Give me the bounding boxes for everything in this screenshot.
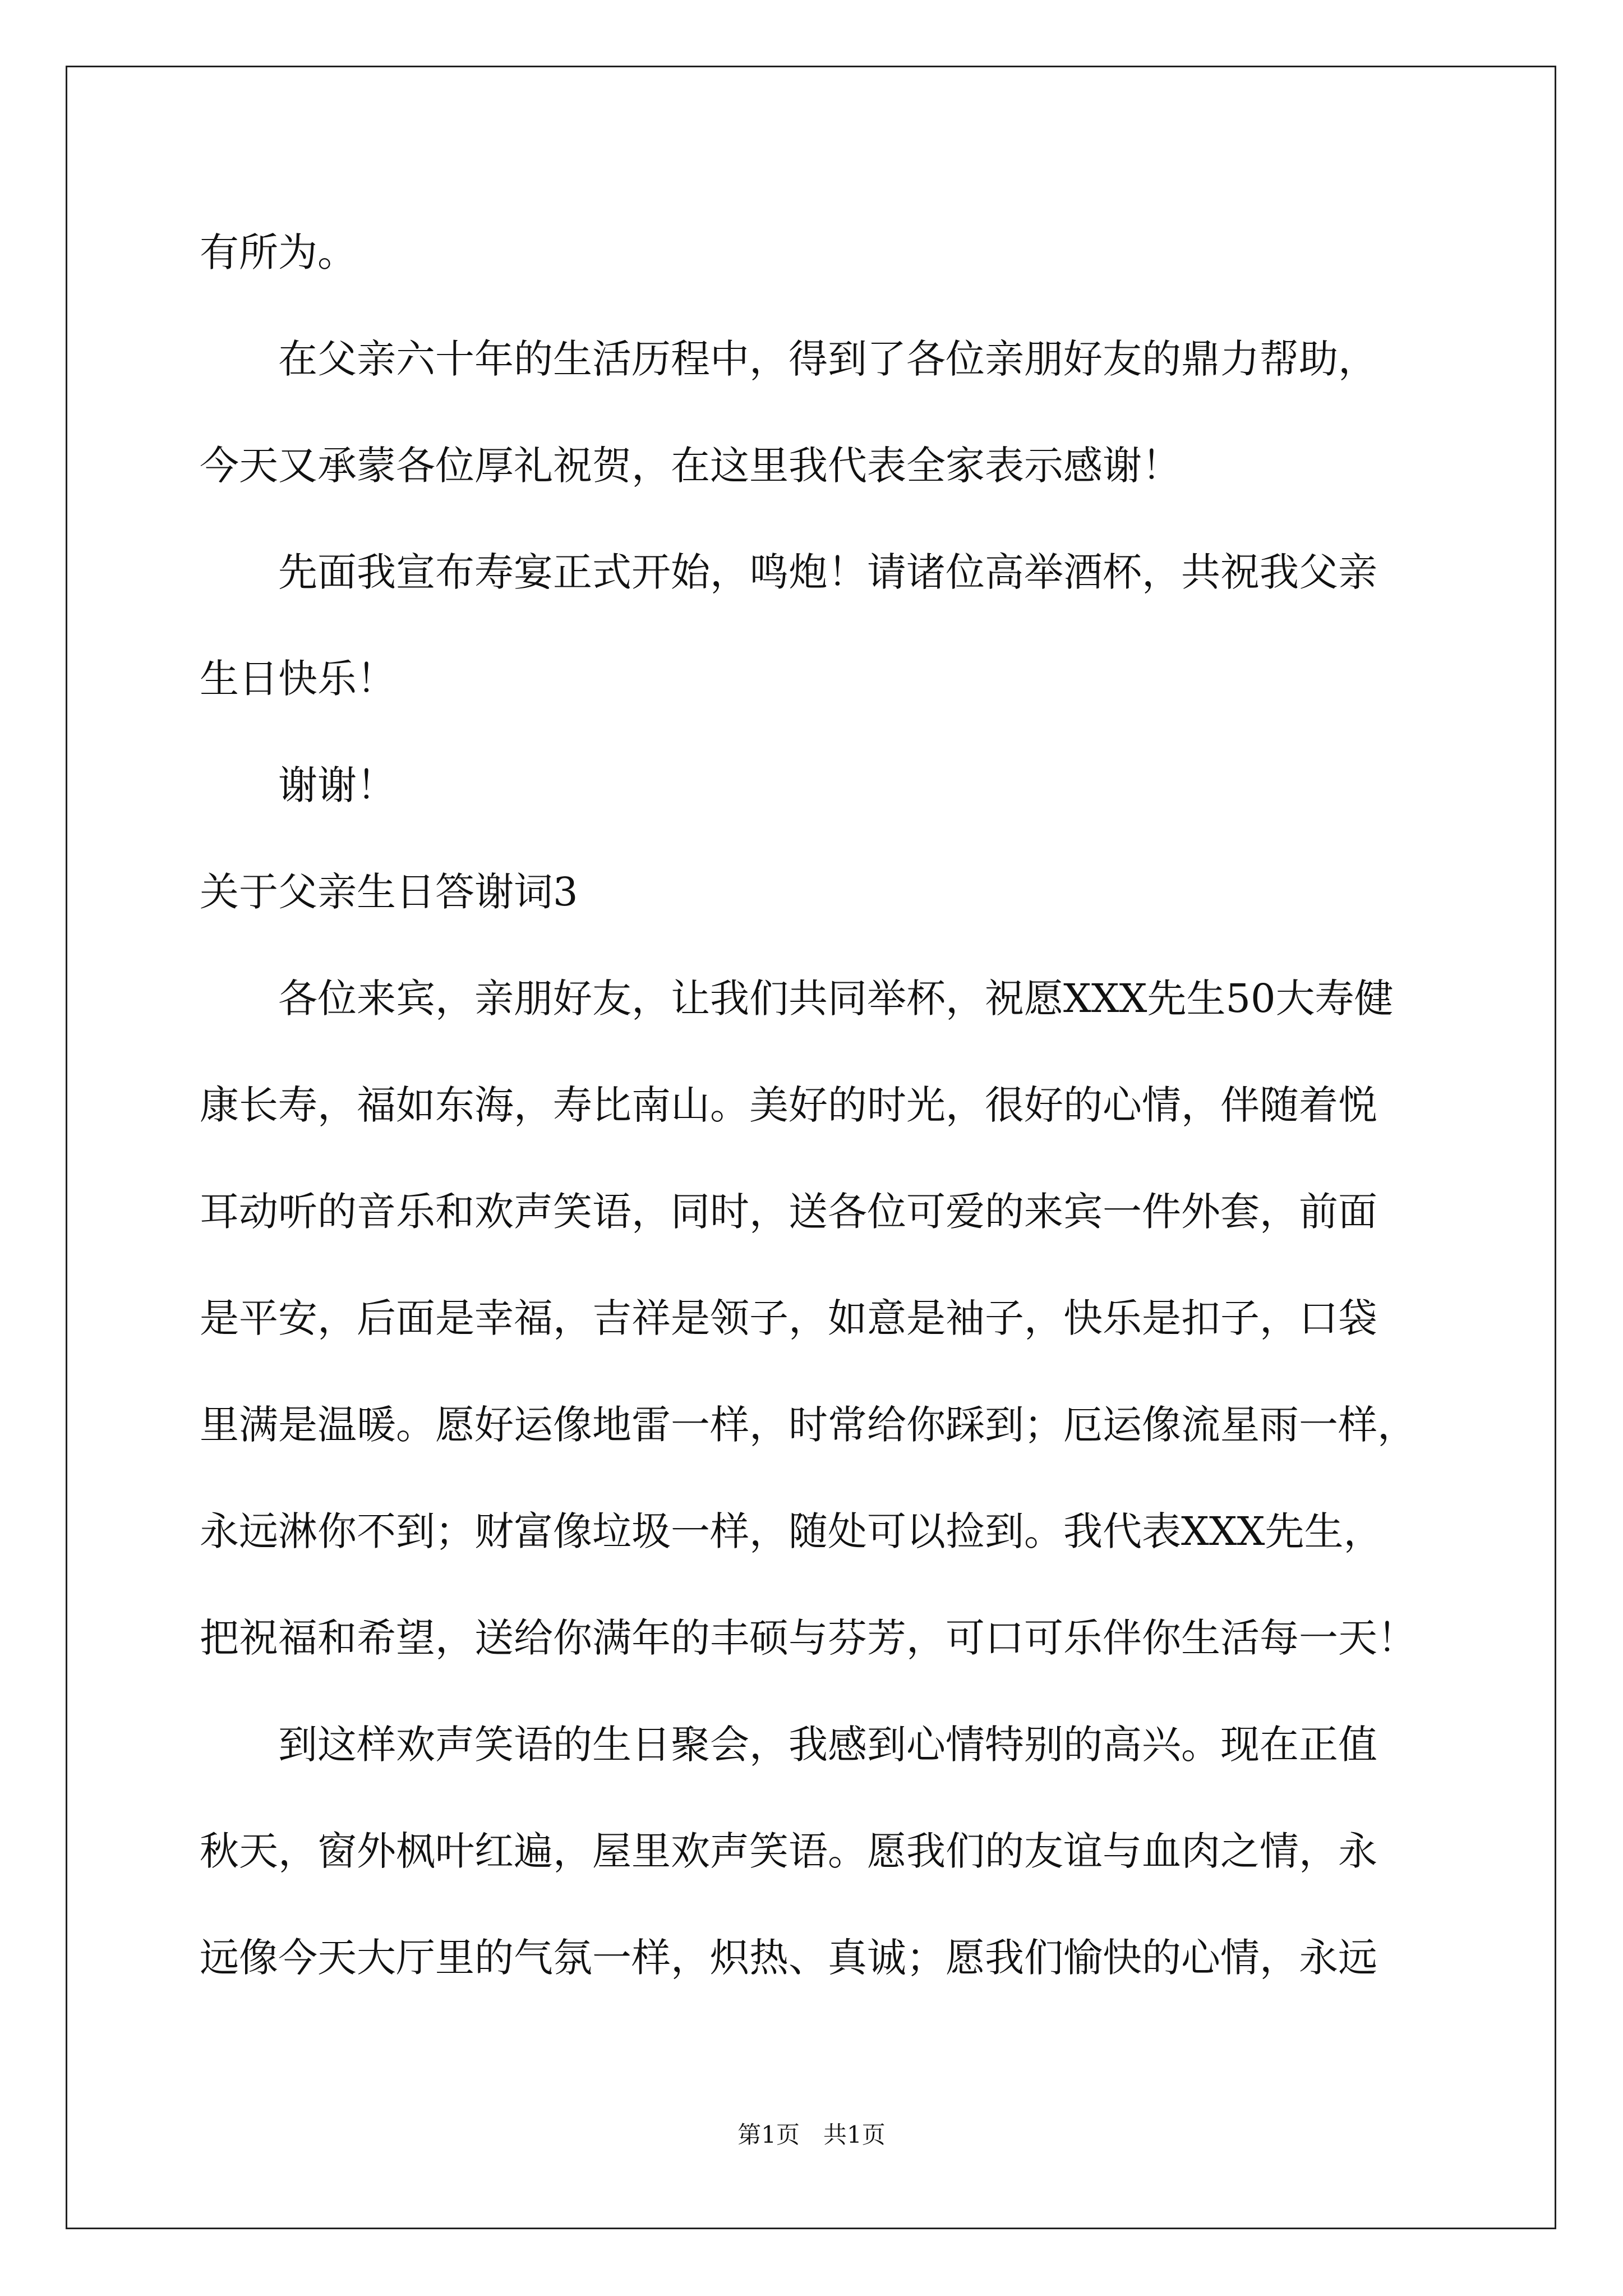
page-border [66,66,1556,2229]
text-line-2: 在父亲六十年的生活历程中，得到了各位亲朋好友的鼎力帮助， [200,336,1377,382]
text-line-13: 永远淋你不到；财富像垃圾一样，随处可以捡到。我代表XXX先生， [200,1508,1383,1554]
text-line-12: 里满是温暖。愿好运像地雷一样，时常给你踩到；厄运像流星雨一样， [200,1402,1417,1448]
text-line-9: 康长寿，福如东海，寿比南山。美好的时光，很好的心情，伴随着悦 [200,1082,1377,1128]
page-footer: 第1页 共1页 [737,2121,886,2148]
text-line-14: 把祝福和希望，送给你满年的丰硕与芬芳，可口可乐伴你生活每一天！ [200,1615,1417,1661]
text-line-8: 各位来宾，亲朋好友，让我们共同举杯，祝愿XXX先生50大寿健 [200,976,1394,1022]
section-heading: 关于父亲生日答谢词3 [200,869,578,915]
text-line-11: 是平安，后面是幸福，吉祥是领子，如意是袖子，快乐是扣子，口袋 [200,1295,1377,1341]
text-line-17: 远像今天大厅里的气氛一样，炽热、真诚；愿我们愉快的心情，永远 [200,1935,1377,1981]
text-line-3: 今天又承蒙各位厚礼祝贺，在这里我代表全家表示感谢！ [200,443,1181,489]
text-line-4: 先面我宣布寿宴正式开始，鸣炮！请诸位高举酒杯，共祝我父亲 [200,549,1377,595]
text-line-16: 秋天，窗外枫叶红遍，屋里欢声笑语。愿我们的友谊与血肉之情，永 [200,1828,1377,1874]
text-line-10: 耳动听的音乐和欢声笑语，同时，送各位可爱的来宾一件外套，前面 [200,1189,1377,1235]
text-line-6: 谢谢！ [200,762,396,808]
text-line-1: 有所为。 [200,229,357,275]
text-line-15: 到这样欢声笑语的生日聚会，我感到心情特别的高兴。现在正值 [200,1722,1377,1768]
text-line-5: 生日快乐！ [200,656,396,702]
